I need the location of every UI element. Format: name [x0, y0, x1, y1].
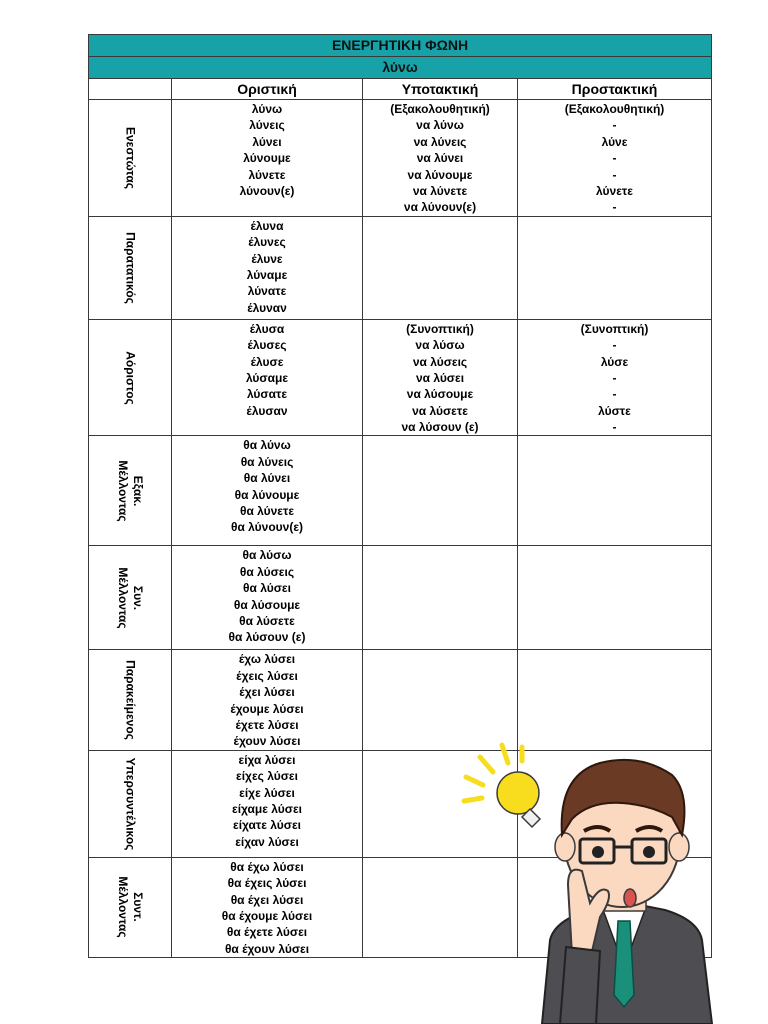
subjunctive-cell	[363, 319, 518, 436]
imperative-cell	[518, 319, 712, 436]
subjunctive-form: να λύνεις	[413, 134, 467, 149]
tense-label-cell	[89, 100, 172, 217]
subjunctive-cell	[363, 436, 518, 546]
indicative-form: είχε λύσει	[239, 785, 295, 800]
tense-label: Παρατατικός	[123, 231, 138, 304]
indicative-form: θα έχω λύσει	[230, 859, 304, 874]
imperative-form: λύστε	[598, 403, 631, 418]
tense-label: Υπερσυντέλικος	[123, 757, 138, 851]
indicative-form: λύσατε	[246, 387, 288, 402]
indicative-form: λύσαμε	[245, 370, 289, 385]
imperative-form: -	[612, 200, 617, 215]
thinking-man-illustration	[450, 735, 768, 1024]
imperative-form: -	[612, 338, 617, 353]
imperative-form: -	[612, 420, 617, 435]
imperative-form: -	[612, 118, 617, 133]
subjunctive-form: να λύνουμε	[407, 167, 473, 182]
imperative-form: (Εξακολουθητική)	[564, 102, 665, 116]
indicative-form: θα λύσουμε	[233, 597, 301, 612]
imperative-form: λύσε	[600, 354, 629, 369]
indicative-cell	[172, 436, 363, 546]
imperative-cell	[518, 216, 712, 319]
indicative-cell	[172, 100, 363, 217]
indicative-form: έλυνες	[248, 235, 286, 250]
indicative-form: θα λύνουν(ε)	[230, 520, 304, 535]
indicative-form: λύναμε	[246, 267, 288, 282]
indicative-form: θα λύνει	[243, 471, 291, 486]
indicative-form: λύνατε	[247, 284, 287, 299]
tense-label-cell	[89, 436, 172, 546]
tense-row	[89, 100, 712, 217]
col-header-subjunctive: Υποτακτική	[363, 79, 518, 100]
indicative-cell	[172, 857, 363, 957]
title-band: ΕΝΕΡΓΗΤΙΚΗ ΦΩΝΗ	[89, 35, 712, 57]
tense-label: Ενεστώτας	[123, 126, 138, 189]
indicative-form: έχει λύσει	[239, 685, 295, 700]
indicative-form: λύνει	[252, 134, 282, 149]
indicative-form: έχετε λύσει	[235, 718, 299, 733]
indicative-form: έλυνα	[250, 218, 284, 233]
tense-label: Συν. Μέλλοντας	[116, 567, 145, 629]
tense-label: Συντ. Μέλλοντας	[116, 876, 145, 939]
indicative-form: θα έχεις λύσει	[227, 876, 307, 891]
indicative-form: λύνουμε	[243, 151, 291, 166]
indicative-form: θα λύνουμε	[234, 487, 300, 502]
tense-label-cell	[89, 750, 172, 857]
verb-band: λύνω	[89, 57, 712, 79]
indicative-form: θα λύνετε	[239, 504, 295, 519]
imperative-form: λύνετε	[596, 183, 633, 198]
tense-label: Εξακ. Μέλλοντας	[116, 460, 145, 522]
col-header-imperative: Προστακτική	[518, 79, 712, 100]
subjunctive-form: να λύνουν(ε)	[403, 200, 477, 215]
subjunctive-cell	[363, 100, 518, 217]
indicative-form: θα λύσουν (ε)	[228, 630, 306, 645]
indicative-form: έλυνε	[251, 251, 283, 266]
indicative-form: θα έχουν λύσει	[224, 941, 310, 956]
indicative-form: θα λύσεις	[239, 564, 295, 579]
subjunctive-form: να λύσουμε	[406, 387, 474, 402]
indicative-form: θα λύσω	[242, 548, 292, 563]
tense-label-cell	[89, 546, 172, 650]
subjunctive-form: να λύνω	[416, 118, 464, 133]
indicative-form: είχες λύσει	[236, 769, 298, 784]
tense-label-cell	[89, 216, 172, 319]
indicative-form: λύνω	[251, 102, 283, 116]
indicative-form: έλυναν	[247, 300, 287, 315]
indicative-cell	[172, 319, 363, 436]
indicative-form: έλυσε	[250, 354, 284, 369]
subjunctive-form: να λύνει	[416, 151, 464, 166]
subjunctive-form: (Συνοπτική)	[406, 321, 474, 336]
imperative-form: λύνε	[601, 134, 628, 149]
indicative-form: είχαν λύσει	[235, 834, 299, 849]
imperative-cell	[518, 100, 712, 217]
indicative-form: θα λύσει	[243, 581, 291, 596]
subjunctive-cell	[363, 546, 518, 650]
indicative-form: θα έχει λύσει	[230, 892, 304, 907]
indicative-form: θα λύνεις	[240, 454, 294, 469]
tense-label-cell	[89, 650, 172, 750]
corner-cell	[89, 79, 172, 100]
indicative-form: λύνουν(ε)	[239, 183, 295, 198]
indicative-form: έχω λύσει	[238, 652, 296, 667]
indicative-form: έχεις λύσει	[236, 668, 298, 683]
imperative-cell	[518, 546, 712, 650]
subjunctive-form: (Εξακολουθητική)	[390, 102, 490, 116]
imperative-form: (Συνοπτική)	[580, 321, 649, 336]
indicative-form: είχα λύσει	[238, 752, 296, 767]
subjunctive-form: να λύσω	[415, 338, 465, 353]
subjunctive-cell	[363, 216, 518, 319]
tense-label-cell	[89, 857, 172, 957]
lightbulb-icon	[464, 745, 540, 827]
indicative-cell	[172, 650, 363, 750]
tense-label-cell	[89, 319, 172, 436]
indicative-form: θα λύσετε	[239, 614, 295, 629]
indicative-form: έλυσαν	[246, 403, 288, 418]
subjunctive-form: να λύσει	[415, 370, 465, 385]
subjunctive-form: να λύσουν (ε)	[401, 420, 479, 435]
indicative-form: έλυσα	[249, 321, 285, 336]
indicative-form: λύνετε	[248, 167, 286, 182]
indicative-form: έχουμε λύσει	[230, 701, 304, 716]
imperative-form: -	[612, 167, 617, 182]
tense-label: Αόριστος	[123, 350, 138, 405]
indicative-form: λύνεις	[249, 118, 285, 133]
imperative-form: -	[612, 387, 617, 402]
indicative-cell	[172, 216, 363, 319]
tense-row	[89, 546, 712, 650]
imperative-form: -	[612, 151, 617, 166]
indicative-form: είχατε λύσει	[233, 818, 301, 833]
indicative-form: έχουν λύσει	[233, 734, 301, 749]
indicative-cell	[172, 750, 363, 857]
imperative-cell	[518, 436, 712, 546]
imperative-form: -	[612, 370, 617, 385]
tense-row	[89, 436, 712, 546]
subjunctive-form: να λύσεις	[412, 354, 468, 369]
indicative-form: θα έχετε λύσει	[226, 925, 308, 940]
col-header-indicative: Οριστική	[172, 79, 363, 100]
indicative-form: θα λύνω	[243, 438, 291, 453]
indicative-form: θα έχουμε λύσει	[221, 908, 313, 923]
indicative-form: έλυσες	[247, 338, 287, 353]
subjunctive-form: να λύνετε	[412, 183, 468, 198]
indicative-cell	[172, 546, 363, 650]
subjunctive-form: να λύσετε	[412, 403, 468, 418]
indicative-form: είχαμε λύσει	[232, 801, 302, 816]
tense-label: Παρακείμενος	[123, 660, 138, 741]
tense-row	[89, 319, 712, 436]
tense-row	[89, 216, 712, 319]
